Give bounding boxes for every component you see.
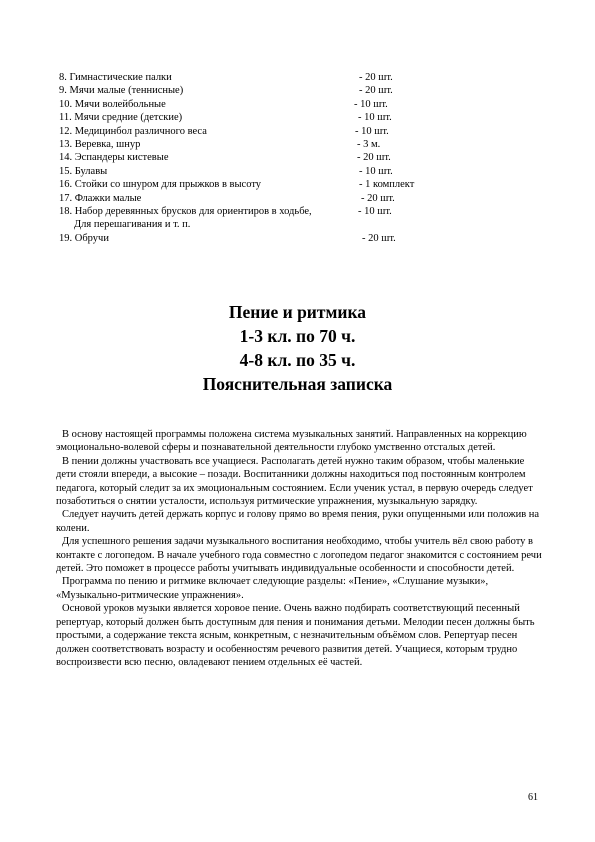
list-item xyxy=(59,165,439,178)
item-quantity: - 20 шт. xyxy=(359,85,393,97)
item-quantity: - 1 комплект xyxy=(359,179,415,191)
list-item xyxy=(59,98,439,111)
item-name: 8. Гимнастические палки xyxy=(59,72,172,83)
item-name: 12. Медицинбол различного веса xyxy=(59,125,207,137)
list-item xyxy=(59,192,439,205)
item-quantity: - 20 шт. xyxy=(357,152,391,164)
page-number: 61 xyxy=(528,792,538,803)
item-quantity: - 3 м. xyxy=(357,138,381,150)
paragraph: Для успешного решения задачи музыкального воспитания необходимо, чтобы учитель вёл свою работу в контакте с логопедом. В начале учебного года совместно с логопедом педагог знакомится с состоянием речи детей. Это поможет в процессе работы учитывать индивидуальные особенности и способности детей. xyxy=(56,536,542,575)
item-name: 15. Булавы xyxy=(59,165,108,177)
list-item xyxy=(59,178,439,191)
list-item xyxy=(59,125,439,138)
item-name: 10. Мячи волейбольные xyxy=(59,98,166,110)
item-name: 11. Мячи средние (детские) xyxy=(59,112,183,124)
item-quantity: - 20 шт. xyxy=(361,192,395,204)
paragraph: В основу настоящей программы положена система музыкальных занятий. Направленных на коррекцию эмоционально-волевой сферы и познавательной деятельности глубоко умственно отсталых детей. xyxy=(56,429,527,454)
heading-title: Пение и ритмика xyxy=(228,302,367,322)
heading-hours-4-8: 4-8 кл. по 35 ч. xyxy=(239,350,356,370)
item-quantity: - 20 шт. xyxy=(359,72,393,83)
item-quantity: - 10 шт. xyxy=(359,165,393,177)
list-item xyxy=(59,205,439,232)
paragraph: В пении должны участвовать все учащиеся. Располагать детей нужно таким образом, чтобы маленькие дети стояли впереди, а высокие – позади. Воспитанники должны находиться под постоянным контролем педагога, который следит за их эмоциональным состоянием. Если ученик устал, в первую очередь следует позаботиться о снятии усталости, используя ритмические упражнения, музыкальную зарядку. xyxy=(56,455,533,508)
list-item xyxy=(59,71,439,84)
item-name: 13. Веревка, шнур xyxy=(59,138,141,150)
item-name: 18. Набор деревянных брусков для ориентиров в ходьбе, xyxy=(59,205,312,217)
explanatory-note xyxy=(56,428,544,669)
heading-hours-1-3: 1-3 кл. по 70 ч. xyxy=(239,326,356,346)
item-name: 16. Стойки со шнуром для прыжков в высоту xyxy=(59,179,262,191)
list-item xyxy=(59,84,439,97)
list-item xyxy=(59,138,439,151)
item-quantity: - 20 шт. xyxy=(362,232,396,244)
equipment-list xyxy=(59,71,439,245)
list-item xyxy=(59,232,439,245)
item-quantity: - 10 шт. xyxy=(354,98,388,110)
heading-subtitle: Пояснительная записка xyxy=(202,374,393,394)
item-name: 14. Эспандеры кистевые xyxy=(59,152,169,164)
item-quantity: - 10 шт. xyxy=(358,205,392,217)
item-name: 9. Мячи малые (теннисные) xyxy=(59,85,184,97)
section-heading xyxy=(0,300,595,396)
item-quantity: - 10 шт. xyxy=(358,112,392,124)
item-name: 17. Флажки малые xyxy=(59,192,142,204)
paragraph: Программа по пению и ритмике включает следующие разделы: «Пение», «Слушание музыки», «Музыкально-ритмические упражнения». xyxy=(56,576,489,601)
item-quantity: - 10 шт. xyxy=(355,125,389,137)
list-item xyxy=(59,111,439,124)
paragraph: Основой уроков музыки является хоровое пение. Очень важно подбирать соответствующий песенный репертуар, который должен быть доступным для пения и понимания детьми. Мелодии песен должны быть простыми, а содержание текста ясным, конкретным, с незначительным объёмом слов. Репертуар песен должен соответствовать возрасту и особенностям речевого развития детей. Учащиеся, которым трудно воспроизвести всю песню, овладевают пением отдельных её частей. xyxy=(56,603,535,668)
list-item xyxy=(59,151,439,164)
item-name-continuation: Для перешагивания и т. п. xyxy=(74,219,191,231)
paragraph: Следует научить детей держать корпус и голову прямо во время пения, руки опущенными или положив на колени. xyxy=(56,509,540,534)
item-name: 19. Обручи xyxy=(59,232,109,244)
